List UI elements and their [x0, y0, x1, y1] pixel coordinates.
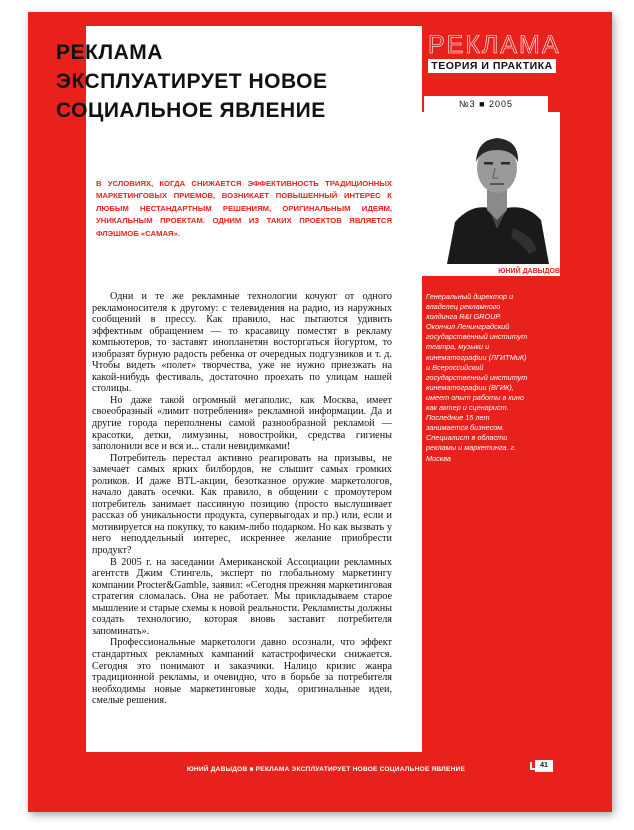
page-number: 41	[535, 760, 553, 772]
article-lead: В УСЛОВИЯХ, КОГДА СНИЖАЕТСЯ ЭФФЕКТИВНОСТЬ ТРАДИЦИОННЫХ МАРКЕТИНГОВЫХ ПРИЕМОВ, ВОЗНИКАЕТ ПОВЫШЕННЫЙ ИНТЕРЕС К ЛЮБЫМ НЕСТАНДАРТНЫМ РЕШЕНИЯМ, ОРИГИНАЛЬНЫМ ИДЕЯМ, УНИКАЛЬНЫМ ПРОЕКТАМ. ОДНИМ ИЗ ТАКИХ ПРОЕКТОВ ЯВЛЯЕТСЯ ФЛЭШМОБ «САМАЯ».	[96, 179, 392, 238]
article-title	[56, 38, 356, 125]
body-paragraph: Но даже такой огромный мегаполис, как Москва, имеет своеобразный «лимит потребления» рекламной информации. Да и другие города переполнены самой разнообразной рекламой — красотки, детки, лимузины, новостройки, средства гигиены заполонили все и вся и... стали невидимками!	[92, 394, 392, 453]
author-bio: Генеральный директор и владелец рекламного холдинга R&I GROUP. Окончил Ленинградский государственный институт театра, музыки и кинематографии (ЛГИТМиК) и Всероссийский государственный институт кинематографии (ВГИК), имеет опыт работы в кино как актер и сценарист. Последние 15 лет занимается бизнесом. Специалист в области рекламы и маркетинга. г. Москва	[426, 292, 528, 463]
article-body	[92, 291, 392, 707]
title-line: СОЦИАЛЬНОЕ ЯВЛЕНИЕ	[56, 99, 326, 122]
body-paragraph: Профессиональные маркетологи давно осознали, что эффект стандартных рекламных кампаний катастрофически снижается. Сегодня это понимают и заказчики. Налицо кризис жанра традиционной рекламы, и очевидно, что в борьбе за потребителя необходимы новые маркетинговые ходы, оригинальные идеи, смелые решения.	[92, 637, 392, 707]
author-name-caption: ЮНИЙ ДАВЫДОВ	[498, 268, 560, 275]
body-paragraph: Одни и те же рекламные технологии кочуют от одного рекламоносителя к другому: с телевидения на радио, из наружных сообщений в прессу. Как правило, нас пытаются удивить эффектным обращением — то красавицу поместят в рекламу компьютеров, то заставят инопланетян восторгаться йогуртом, то изобразят бурную радость ребенка от очередных подгузников и т. д. Чтобы видеть «полет» творчества, уже не нужно приезжать на какой-нибудь фестиваль, достаточно проехать по улицам нашей столицы.	[92, 291, 392, 395]
issue-number: №3 ■ 2005	[424, 96, 548, 112]
body-paragraph: Потребитель перестал активно реагировать на призывы, не замечает самых ярких билбордов, не слышит самых громких роликов. И даже BTL-акции, безотказное оружие маркетологов, начало давать осечки. Как правило, в общении с промоутером потребитель занимает пассивную позицию (просто выслушивает рассказ об уникальности продукта, супервыгодах и пр.) или, если и мотивируется на покупку, то каким-либо подарком. Но как вызвать у него неподдельный интерес, искреннее желание приобрести продукт?	[92, 452, 392, 557]
title-line: ЭКСПЛУАТИРУЕТ НОВОЕ	[56, 70, 328, 93]
author-photo	[441, 124, 553, 264]
magazine-logo	[428, 31, 561, 73]
running-footer: ЮНИЙ ДАВЫДОВ ■ РЕКЛАМА ЭКСПЛУАТИРУЕТ НОВОЕ СОЦИАЛЬНОЕ ЯВЛЕНИЕ	[186, 766, 466, 773]
logo-wordmark: РЕКЛАМА	[428, 31, 561, 59]
body-paragraph: В 2005 г. на заседании Американской Ассоциации рекламных агентств Джим Стингель, эксперт по глобальному маркетингу компании Procter&Gamble, заявил: «Сегодня прежняя маркетинговая стратегия сломалась. Она не работает. Мы прикладываем старое мышление и старые схемы к новой реальности. Рекламисты должны создать технологию, которая вновь заставит потребителя запоминать».	[92, 556, 392, 637]
logo-subtitle: ТЕОРИЯ И ПРАКТИКА	[428, 59, 556, 73]
title-line: РЕКЛАМА	[56, 41, 163, 64]
